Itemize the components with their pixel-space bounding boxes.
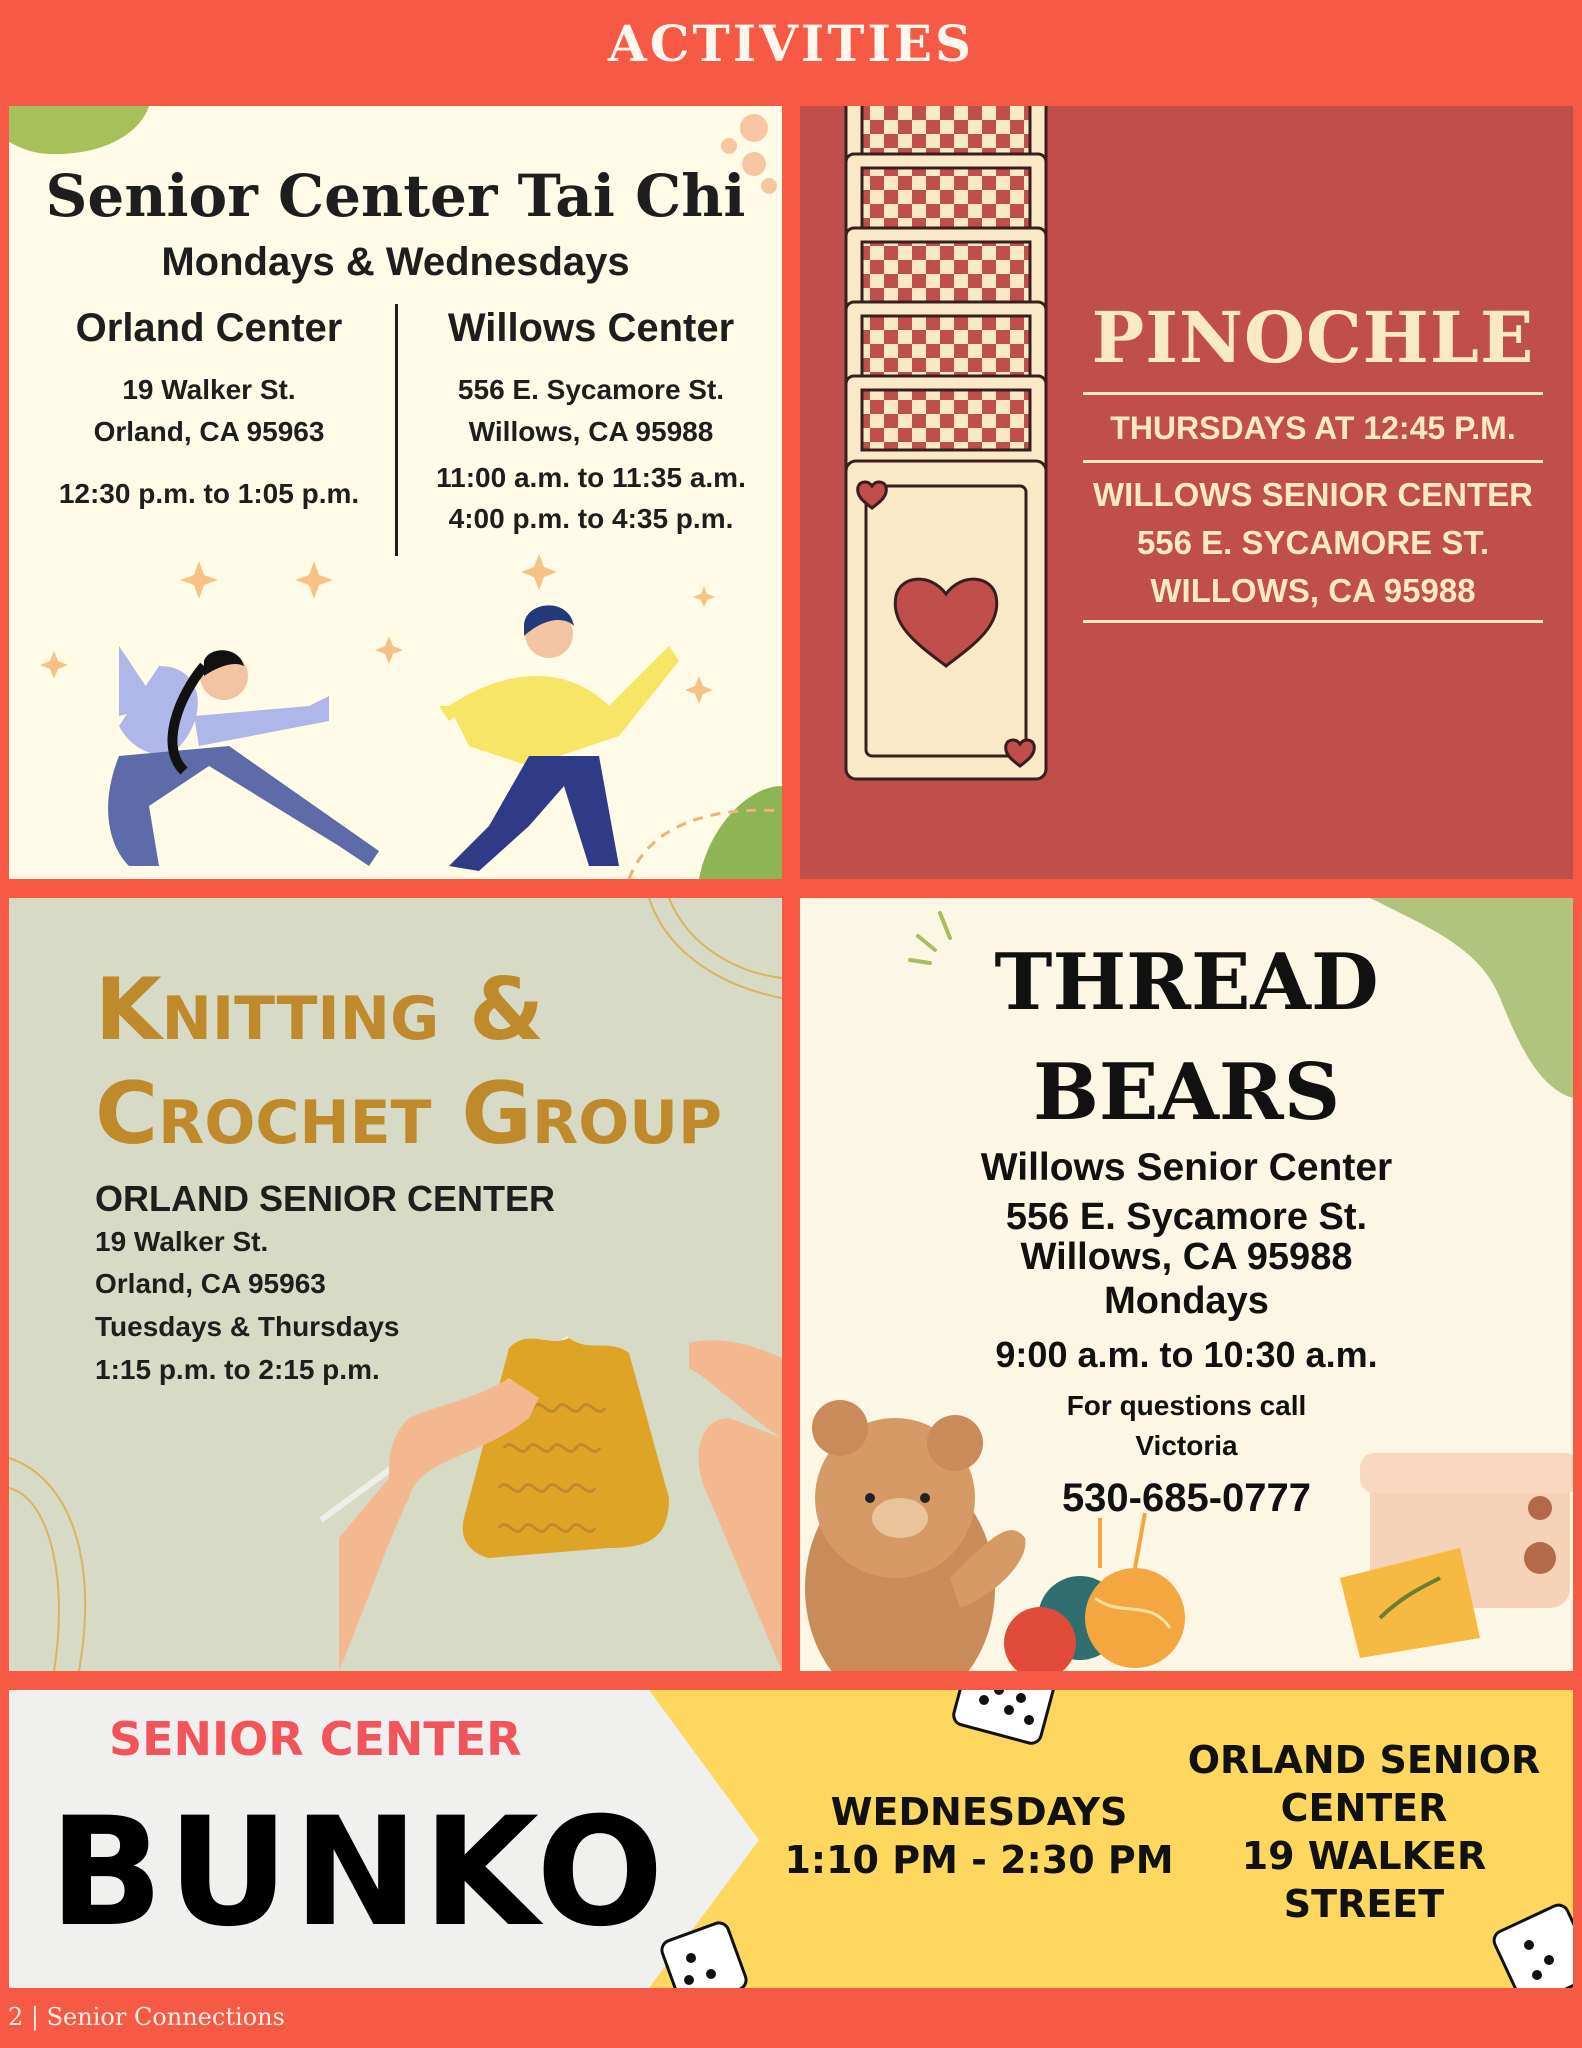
tai-chi-figure-left-icon xyxy=(108,646,379,866)
tai-chi-title: Senior Center Tai Chi xyxy=(45,162,746,230)
bunko-loc-line-2: CENTER xyxy=(1280,1786,1448,1830)
thread-city: Willows, CA 95988 xyxy=(1020,1236,1353,1278)
knitting-street: 19 Walker St. xyxy=(95,1226,269,1257)
bunko-panel xyxy=(9,1690,1573,1988)
yarn-ball-icon xyxy=(1004,1513,1185,1671)
knitting-title xyxy=(95,958,722,1166)
pinochle-title: PINOCHLE xyxy=(1091,296,1535,379)
pinochle-panel xyxy=(800,106,1573,879)
tai-chi-divider xyxy=(395,304,398,556)
bunko-loc-line-3: 19 WALKER xyxy=(1241,1834,1487,1878)
bunko-when xyxy=(749,1788,1209,1884)
thread-street: 556 E. Sycamore St. xyxy=(1005,1196,1368,1238)
tai-chi-orland xyxy=(19,306,399,514)
thread-place: Willows Senior Center xyxy=(980,1146,1393,1189)
knitting-city: Orland, CA 95963 xyxy=(95,1268,326,1299)
pinochle-rule-2 xyxy=(1083,460,1543,463)
knitting-time: 1:15 p.m. to 2:15 p.m. xyxy=(95,1354,380,1385)
knitting-days: Tuesdays & Thursdays xyxy=(95,1311,400,1342)
pinochle-when: THURSDAYS AT 12:45 P.M. xyxy=(1110,410,1516,446)
tai-chi-figure-right-icon xyxy=(439,605,679,871)
bunko-title: BUNKO xyxy=(49,1786,668,1960)
bunko-location xyxy=(1169,1736,1559,1928)
orland-time: 12:30 p.m. to 1:05 p.m. xyxy=(58,478,360,509)
thread-bears-title xyxy=(800,928,1573,1148)
pinochle-rule-1 xyxy=(1083,392,1543,395)
thread-contact: Victoria xyxy=(1135,1430,1238,1461)
bunko-subtitle: SENIOR CENTER xyxy=(109,1712,522,1766)
willows-street: 556 E. Sycamore St. xyxy=(457,374,725,405)
bunko-loc-line-1: ORLAND SENIOR xyxy=(1187,1738,1541,1782)
playing-cards-icon xyxy=(800,106,1070,879)
bunko-time: 1:10 PM - 2:30 PM xyxy=(784,1838,1174,1882)
bunko-loc-line-4: STREET xyxy=(1283,1882,1445,1926)
pinochle-city: WILLOWS, CA 95988 xyxy=(1150,572,1476,609)
willows-city: Willows, CA 95988 xyxy=(468,416,714,447)
thread-bears-panel xyxy=(800,898,1573,1671)
thread-questions: For questions call xyxy=(1066,1390,1307,1421)
knitting-location: ORLAND SENIOR CENTER xyxy=(95,1178,556,1219)
tai-chi-willows xyxy=(401,306,781,539)
pinochle-rule-3 xyxy=(1083,620,1543,623)
willows-time-2: 4:00 p.m. to 4:35 p.m. xyxy=(448,503,734,534)
orland-center-heading: Orland Center xyxy=(75,306,343,350)
orland-street: 19 Walker St. xyxy=(122,374,296,405)
willows-center-heading: Willows Center xyxy=(447,306,735,350)
tai-chi-panel xyxy=(9,106,782,879)
orland-city: Orland, CA 95963 xyxy=(93,416,325,447)
willows-time-1: 11:00 a.m. to 11:35 a.m. xyxy=(436,462,746,493)
page-title: ACTIVITIES xyxy=(607,14,975,73)
knitting-panel xyxy=(9,898,782,1671)
tai-chi-days: Mondays & Wednesdays xyxy=(161,240,630,284)
thread-title-line-1: THREAD xyxy=(994,937,1379,1028)
pinochle-place: WILLOWS SENIOR CENTER xyxy=(1093,476,1533,513)
thread-phone: 530-685-0777 xyxy=(1061,1476,1312,1520)
pinochle-street: 556 E. SYCAMORE ST. xyxy=(1136,524,1490,561)
thread-time: 9:00 a.m. to 10:30 a.m. xyxy=(995,1334,1378,1375)
thread-title-line-2: BEARS xyxy=(1032,1047,1341,1138)
thread-day: Mondays xyxy=(1104,1280,1269,1322)
knitting-title-line-1: Knitting & xyxy=(95,960,545,1060)
bunko-day: WEDNESDAYS xyxy=(830,1790,1128,1834)
page-footer: 2 | Senior Connections xyxy=(8,2003,285,2031)
knitting-title-line-2: Crochet Group xyxy=(95,1064,722,1164)
